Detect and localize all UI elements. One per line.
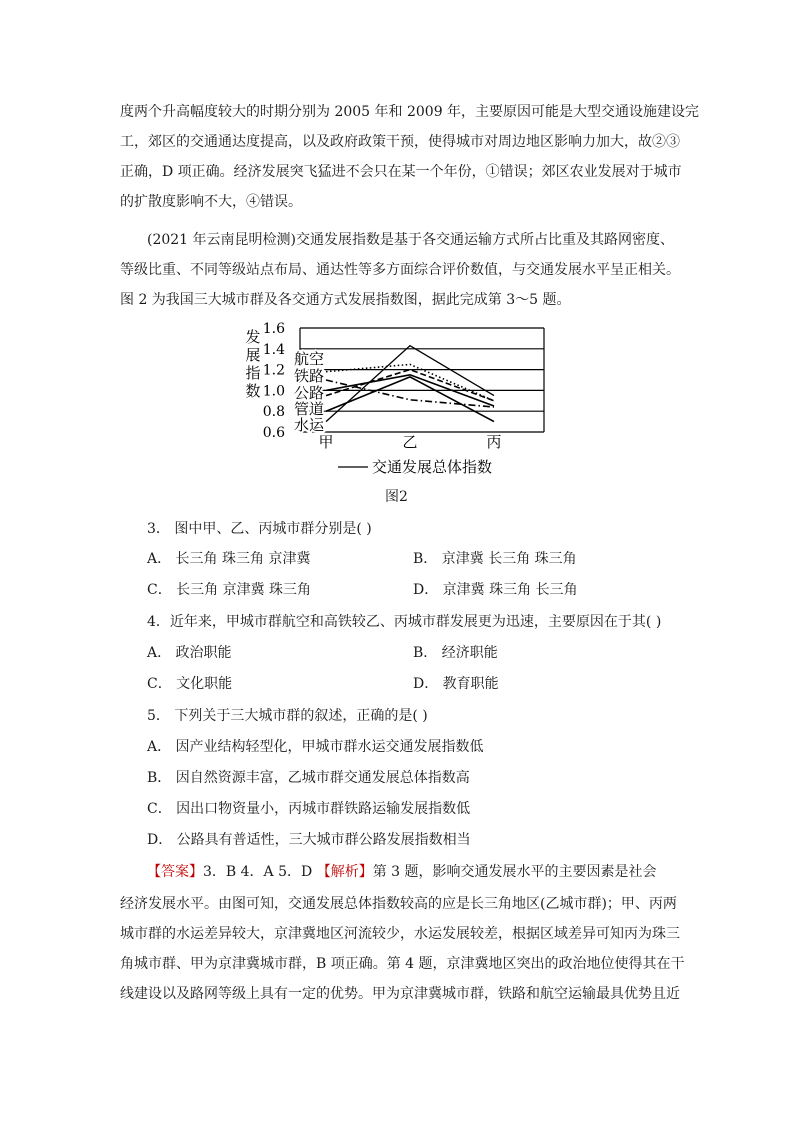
legend-label: 交通发展总体指数 <box>372 458 493 476</box>
text-line: 工，郊区的交通通达度提高，以及政府政策干预，使得城市对周边地区影响力加大，故②③ <box>120 134 680 150</box>
option-b: B． 经济职能 <box>413 645 498 661</box>
x-tick-label: 丙 <box>486 433 502 451</box>
analysis-tag: 【解析】 <box>316 864 373 880</box>
y-tick-label: 1.4 <box>262 341 285 358</box>
figure-caption: 图2 <box>385 489 408 505</box>
question-stem: 3． 图中甲、乙、丙城市群分别是( ) <box>147 521 372 537</box>
y-tick-labels <box>263 321 285 441</box>
question-stem: 5． 下列关于三大城市群的叙述，正确的是( ) <box>147 708 428 724</box>
option-a: A． 长三角 珠三角 京津冀 <box>147 551 311 567</box>
y-tick-label: 1.0 <box>262 383 285 400</box>
answer-line <box>147 862 657 882</box>
option-a: A． 因产业结构轻型化，甲城市群水运交通发展指数低 <box>147 739 484 755</box>
y-tick-label: 1.2 <box>262 362 285 379</box>
text-line: 的扩散度影响不大，④错误。 <box>120 194 302 210</box>
option-d: D． 京津冀 珠三角 长三角 <box>413 582 578 598</box>
option-d: D． 公路具有普适性，三大城市群公路发展指数相当 <box>147 832 471 848</box>
series-label: 管道 <box>294 400 325 418</box>
analysis-line: 城市群的水运差异较大，京津冀地区河流较少，水运发展较差，根据区域差异可知丙为珠三 <box>120 926 680 942</box>
option-c: C． 长三角 京津冀 珠三角 <box>147 582 312 598</box>
answer-tag: 【答案】 <box>147 864 203 880</box>
text-line: 等级比重、不同等级站点布局、通达性等多方面综合评价数值，与交通发展水平呈正相关。 <box>120 262 680 278</box>
y-tick-label: 0.6 <box>262 425 285 441</box>
y-axis-label-char: 数 <box>245 382 261 400</box>
option-b: B． 因自然资源丰富，乙城市群交通发展总体指数高 <box>147 770 470 786</box>
x-tick-label: 乙 <box>402 433 418 451</box>
chart-series <box>326 346 494 422</box>
option-c: C． 因出口物资量小，丙城市群铁路运输发展指数低 <box>147 801 471 817</box>
y-axis-label <box>245 328 260 400</box>
x-tick-labels <box>318 433 501 451</box>
text-line: 度两个升高幅度较大的时期分别为 2005 年和 2009 年，主要原因可能是大型交通设施建设完 <box>120 104 700 120</box>
analysis-text: 第 3 题，影响交通发展水平的主要因素是社会 <box>372 864 657 880</box>
option-c: C． 文化职能 <box>147 676 233 692</box>
transport-index-chart <box>244 320 554 482</box>
chart-legend <box>338 458 492 476</box>
y-tick-label: 1.6 <box>262 321 285 337</box>
series-side-labels <box>294 350 325 434</box>
series-label: 航空 <box>294 350 325 368</box>
option-b: B． 京津冀 长三角 珠三角 <box>413 551 577 567</box>
y-axis-label-char: 指 <box>245 364 261 382</box>
text-line: (2021 年云南昆明检测)交通发展指数是基于各交通运输方式所占比重及其路网密度、 <box>147 232 675 248</box>
series-label: 公路 <box>294 384 325 402</box>
y-axis-label-char: 发 <box>245 328 261 346</box>
analysis-line: 线建设以及路网等级上具有一定的优势。甲为京津冀城市群，铁路和航空运输最具优势且近 <box>120 986 680 1002</box>
series-line <box>326 380 494 407</box>
text-line: 图 2 为我国三大城市群及各交通方式发展指数图，据此完成第 3～5 题。 <box>120 292 571 308</box>
text-line: 正确，D 项正确。经济发展突飞猛进不会只在某一个年份，①错误；郊区农业发展对于城市 <box>120 164 682 180</box>
analysis-line: 角城市群、甲为京津冀城市群，B 项正确。第 4 题，京津冀地区突出的政治地位使得其在干 <box>120 956 685 972</box>
x-tick-label: 甲 <box>318 433 334 451</box>
y-axis-label-char: 展 <box>245 346 261 364</box>
analysis-line: 经济发展水平。由图可知，交通发展总体指数较高的应是长三角地区(乙城市群)；甲、丙两 <box>120 896 677 912</box>
option-d: D． 教育职能 <box>413 676 499 692</box>
y-tick-label: 0.8 <box>262 404 285 421</box>
series-line <box>326 346 494 422</box>
option-a: A． 政治职能 <box>147 645 232 661</box>
question-stem: 4．近年来，甲城市群航空和高铁较乙、丙城市群发展更为迅速，主要原因在于其( ) <box>147 614 662 630</box>
answer-text: 3．B 4．A 5．D <box>203 864 317 880</box>
series-label: 水运 <box>294 416 325 434</box>
series-label: 铁路 <box>294 367 325 385</box>
